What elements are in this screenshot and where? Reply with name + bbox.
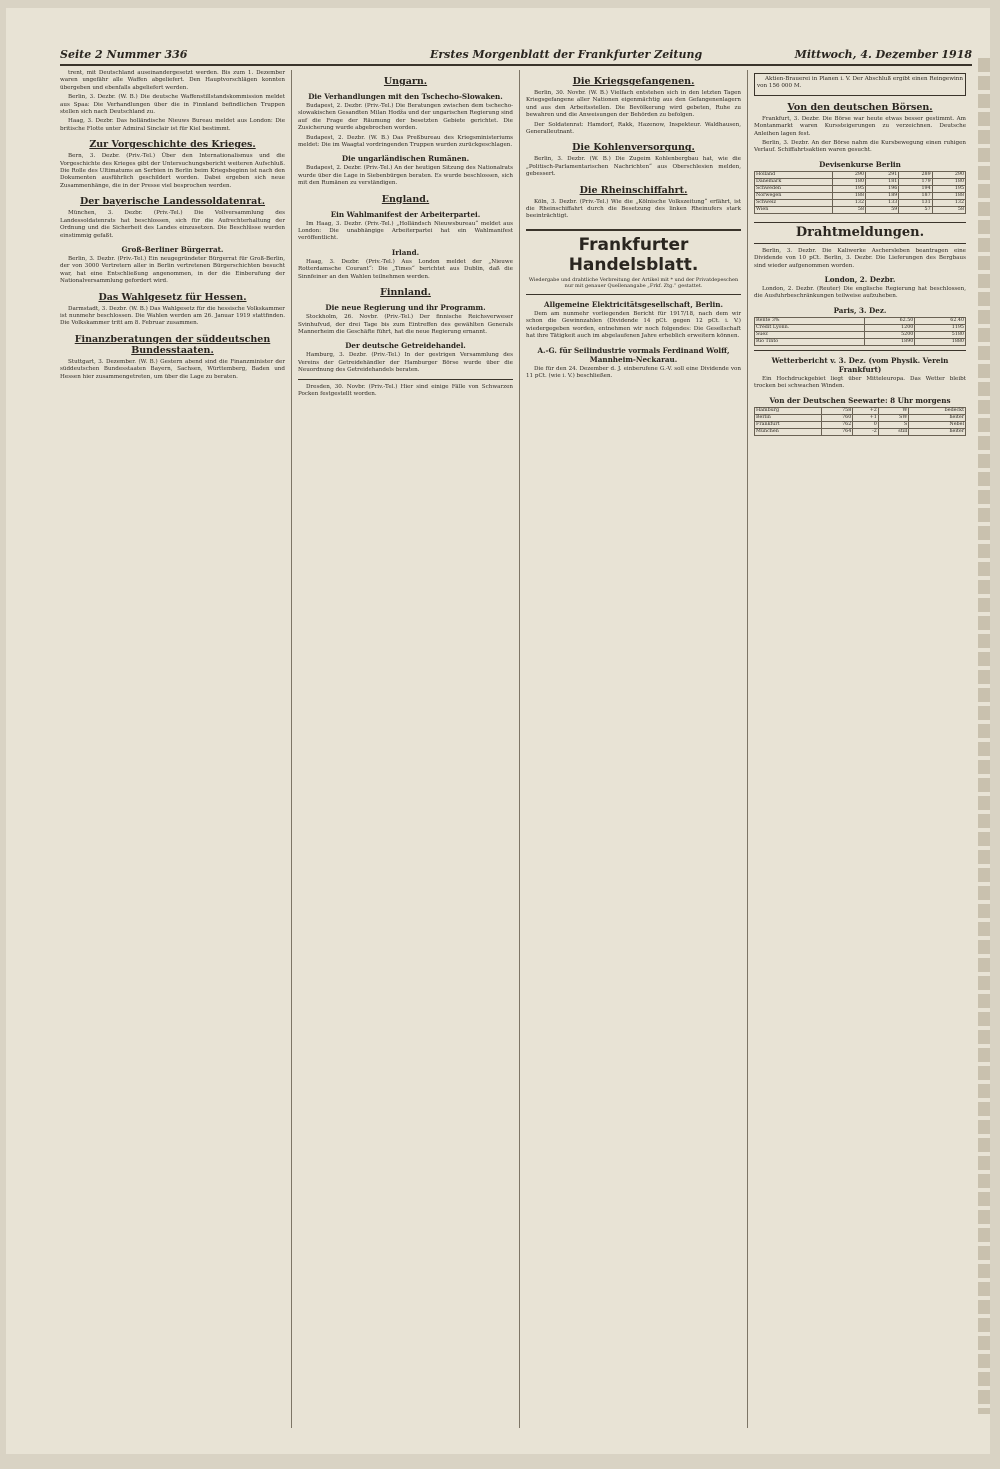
article-body: London, 2. Dezbr. (Reuter) Die englische Regierung hat beschlossen, die Ausfuhrbeschränkungen teilweise aufzuheben. [754, 286, 966, 300]
table-cell: 180 [832, 178, 865, 185]
table-cell: Norwegen [755, 192, 833, 199]
handelsblatt-title: Frankfurter Handelsblatt. [568, 234, 699, 275]
table-cell: 764 [822, 428, 853, 435]
headline-irland: Irland. [391, 247, 420, 257]
table-cell: 188 [932, 192, 965, 199]
table-row [755, 338, 966, 345]
headline-london: London, 2. Dezbr. [824, 275, 896, 285]
page-number: Seite 2 Nummer 336 [60, 48, 188, 61]
table-row [755, 192, 966, 199]
article-body: Die für den 24. Dezember d. J. einberufene G.-V. soll eine Dividende von 11 pCt. (wie i. V.) beschließen. [526, 365, 741, 379]
table-cell: 181 [866, 178, 899, 185]
table-cell: Dänemark [755, 178, 833, 185]
article-body: Ein Hochdruckgebiet liegt über Mitteleuropa. Das Wetter bleibt trocken bei schwachen Winden. [754, 375, 966, 390]
table-row [755, 185, 966, 192]
notice-text: Aktien-Brauerei in Planen i. V. Der Abschluß ergibt einen Reingewinn von 156 000 M. [757, 76, 963, 90]
adjacent-page-edge [978, 58, 990, 1414]
table-cell: SW [878, 414, 908, 421]
table-cell: 1880 [915, 338, 966, 345]
table-cell: 62.50 [864, 317, 915, 324]
table-cell: 5200 [864, 331, 915, 338]
table-row [755, 199, 966, 206]
headline-england: England. [381, 193, 430, 205]
table-cell: 131 [899, 199, 932, 206]
table-cell: heiter [909, 414, 966, 421]
headline-boersen: Von den deutschen Börsen. [787, 101, 933, 113]
table-cell: Berlin [755, 414, 822, 421]
headline-aeg: Allgemeine Elektricitätsgesellschaft, Berlin. [544, 299, 723, 309]
table-cell: Wien [755, 206, 833, 213]
table-cell: 0 [853, 421, 879, 428]
table-cell: 196 [866, 185, 899, 192]
article-body: Köln, 3. Dezbr. (Priv.-Tel.) Wie die „Kölnische Volkszeitung“ erfährt, ist die Rheinschiffahrt durch die Besetzung des linken Rheinufers stark beeinträchtigt. [526, 198, 741, 220]
table-cell: 289 [899, 171, 932, 178]
exchange-table [754, 171, 966, 214]
table-cell: 58 [932, 206, 965, 213]
table-cell: 762 [822, 421, 853, 428]
table-row [755, 407, 966, 414]
table-cell: 188 [832, 192, 865, 199]
table-cell: 179 [899, 178, 932, 185]
headline-rhein: Die Rheinschiffahrt. [579, 184, 688, 196]
table-cell: still [878, 428, 908, 435]
table-cell: 180 [932, 178, 965, 185]
column-4 [754, 70, 972, 1428]
table-cell: 290 [932, 171, 965, 178]
headline-buergerrat: Groß-Berliner Bürgerrat. [121, 244, 224, 254]
headline-vorgeschichte: Zur Vorgeschichte des Krieges. [89, 139, 256, 151]
table-cell: Schweiz [755, 199, 833, 206]
article-body: Hamburg, 3. Dezbr. (Priv.-Tel.) In der gestrigen Versammlung des Vereins der Getreidehändler der Hamburger Börse wurde über die Neuordnung des Getreidehandels beraten. [298, 352, 513, 374]
table-row [755, 171, 966, 178]
divider [298, 379, 513, 380]
article-body: Stockholm, 26. Novbr. (Priv.-Tel.) Der finnische Reichsverweser Svinhufvud, der drei Tage bis zum Eintreffen des gewählten Generals Mannerheim die Geschäfte führt, hat die neue Regierung ernannt. [298, 314, 513, 335]
table-cell: heiter [909, 428, 966, 435]
headline-tschecho: Die Verhandlungen mit den Tschecho-Slowaken. [308, 92, 503, 101]
table-cell: 132 [932, 199, 965, 206]
newspaper-page [6, 8, 990, 1454]
table-cell: 1200 [864, 324, 915, 331]
article-body: Dem am nunmehr vorliegenden Bericht für 1917/18, nach dem wir schon die Gewinnzahlen (Dividende 14 pCt. gegen 12 pCt. i. V.) wiedergegeben worden, entnehmen wir noch folgendes: Die Gesellschaft hat ihre Tätigkeit auch im abgelaufenen Jahre erheblich erweitern können. [526, 310, 741, 340]
weather-table [754, 407, 966, 436]
table-cell: Schweden [755, 185, 833, 192]
article-body: Im Haag, 3. Dezbr. (Priv.-Tel.) „Holländsch Nieuwsbureau“ meldet aus London: Die unabhängige Arbeiterpartei hat ein Wahlmanifest veröffentlicht. [298, 220, 513, 242]
news-item: Berlin, 3. Dezbr. (W. B.) Die deutsche Waffenstillstandskommission meldet aus Spaa: Die Verhandlungen über die in Finnland befindlichen Truppen stellen sich nach Deutschland zu. [60, 94, 285, 116]
table-cell: 1195 [915, 324, 966, 331]
headline-regierung: Die neue Regierung und ihr Programm. [325, 303, 486, 313]
headline-drahtmeldungen: Drahtmeldungen. [754, 222, 966, 244]
handelsblatt-banner [526, 229, 741, 295]
table-row [755, 317, 966, 324]
article-body: Berlin, 3. Dezbr. An der Börse nahm die Kursbewegung einen ruhigen Verlauf. Schiffahrtsaktien waren gesucht. [754, 140, 966, 154]
masthead [60, 48, 972, 66]
table-cell: 189 [866, 192, 899, 199]
column-3 [526, 70, 748, 1428]
column-2 [298, 70, 520, 1428]
notice-box [754, 73, 966, 96]
table-cell: 195 [932, 185, 965, 192]
table-cell: 62.40 [915, 317, 966, 324]
table-cell: Rente 3% [755, 317, 865, 324]
table-cell: 59 [866, 206, 899, 213]
headline-kriegsgefangenen: Die Kriegsgefangenen. [572, 76, 695, 87]
signature-line: Der Soldatenrat: Hamdorf, Rakk, Hazenow, Inspekteur. Waldhausen, Generalleutnant. [526, 121, 741, 136]
table-cell: W [878, 407, 908, 414]
newspaper-title: Erstes Morgenblatt der Frankfurter Zeitung [430, 48, 703, 61]
table-cell: 194 [899, 185, 932, 192]
issue-date: Mittwoch, 4. Dezember 1918 [794, 48, 972, 61]
headline-finanz: Finanzberatungen der süddeutschen Bundesstaaten. [74, 333, 271, 356]
table-cell: Frankfurt [755, 421, 822, 428]
table-cell: Holland [755, 171, 833, 178]
headline-seilindustrie: A.-G. für Seilindustrie vormals Ferdinand Wolff, Mannheim-Neckarau. [537, 345, 730, 364]
table-cell: München [755, 428, 822, 435]
article-body: Berlin, 3. Dezbr. Die Kaliwerke Aschersleben beantragen eine Dividende von 10 pCt. Berlin, 3. Dezbr. Die Lieferungen des Bergbaus sind wieder aufgenommen worden. [754, 247, 966, 269]
table-row [755, 178, 966, 185]
article-body: Berlin, 3. Dezbr. (Priv.-Tel.) Ein neugegründeter Bürgerrat für Groß-Berlin, der von 3000 Vertretern aller in Berlin vertretenen Bürgerschichten besucht war, hat eine Entschließung angenommen, in der die Einberufung der Nationalversammlung gefordert wird. [60, 255, 285, 285]
headline-wahlgesetz: Das Wahlgesetz für Hessen. [98, 291, 247, 303]
table-cell: Crédit Lyonn. [755, 324, 865, 331]
headline-ungarn: Ungarn. [383, 76, 428, 87]
table-cell: +2 [853, 407, 879, 414]
table-row [755, 324, 966, 331]
article-body: Berlin, 3. Dezbr. (W. B.) Die Zugeim Kohlenbergbau hat, wie die „Politisch-Parlamentarischen Nachrichten“ aus Oberschlesien melden, gebessert. [526, 156, 741, 178]
headline-seewarte: Von der Deutschen Seewarte: 8 Uhr morgens [769, 395, 951, 405]
headline-wahlmanifest: Ein Wahlmanifest der Arbeiterpartei. [330, 209, 481, 219]
table-cell: Rio Tinto [755, 338, 865, 345]
headline-landessoldatenrat: Der bayerische Landessoldatenrat. [79, 196, 266, 208]
article-body: Budapest, 2. Dezbr. (Priv.-Tel.) Die Beratungen zwischen dem tschecho-slowakischen Gesandten Milan Hodža und der ungarischen Regierung sind auf die Frage der Räumung der besetzten Gebiete gerichtet. Die Zusicherung wurde abgebrochen worden. [298, 103, 513, 132]
headline-rumaenen: Die ungarländischen Rumänen. [341, 154, 470, 164]
table-cell: Suez [755, 331, 865, 338]
table-row [755, 421, 966, 428]
headline-kohlen: Die Kohlenversorgung. [572, 142, 695, 154]
divider [754, 350, 966, 351]
headline-getreide: Der deutsche Getreidehandel. [345, 341, 466, 351]
article-body: München, 3. Dezbr. (Priv.-Tel.) Die Vollversammlung des Landessoldatenrats hat beschlossen, sich für die Aufrechterhaltung der Ordnung und die Sicherheit des Landes einzusetzen. Die Beschlüsse wurden einstimmig gefaßt. [60, 210, 285, 239]
article-body: Bern, 3. Dezbr. (Priv.-Tel.) Über den Internationalismus und die Vorgeschichte des Krieges gibt der Untersuchungsbericht weiteren Aufschluß. Die Rolle des Ultimatums an Serbien in Berlin beim Kriegsbeginn ist nach den Dokumenten ausführlich geschildert worden. Dabei ergeben sich neue Zusammenhänge, die in der Presse viel besprochen werden. [60, 153, 285, 189]
table-cell: 195 [832, 185, 865, 192]
table-cell: 132 [832, 199, 865, 206]
headline-devisen: Devisenkurse Berlin [819, 159, 901, 169]
table-cell: 1890 [864, 338, 915, 345]
column-1 [60, 70, 292, 1428]
article-intro: trent, mit Deutschland auseinandergesetzt werden. Bis zum 1. Dezember waren ungefähr alle Waffen abgeliefert. Den Hauptvorschlägen konnten übergeben und ebenfalls abgeliefert werden. [60, 70, 285, 91]
news-item: Haag, 3. Dezbr. Das holländische Nieuws Bureau meldet aus London: Die britische Flotte unter Admiral Sinclair ist für Kiel bestimmt. [60, 118, 285, 132]
table-cell: +1 [853, 414, 879, 421]
headline-wetter: Wetterbericht v. 3. Dez. (vom Physik. Verein Frankfurt) [771, 355, 949, 374]
table-cell: 291 [866, 171, 899, 178]
paris-table [754, 317, 966, 346]
table-cell: 5180 [915, 331, 966, 338]
headline-paris: Paris, 3. Dez. [833, 305, 887, 315]
table-cell: 290 [832, 171, 865, 178]
table-cell: S [878, 421, 908, 428]
article-body: Darmstadt, 3. Dezbr. (W. B.) Das Wahlgesetz für die hessische Volkskammer ist nunmehr beschlossen. Die Wahlen werden am 26. Januar 1919 stattfinden. Die Volkskammer tritt am 8. Februar zusammen. [60, 305, 285, 327]
headline-finnland: Finnland. [380, 287, 431, 299]
article-body: Stuttgart, 3. Dezember. (W. B.) Gestern abend sind die Finanzminister der süddeutschen Bundesstaaten Bayern, Sachsen, Württemberg, Baden und Hessen hier zusammengetreten, um über die Lage zu beraten. [60, 358, 285, 380]
article-body: Haag, 3. Dezbr. (Priv.-Tel.) Aus London meldet der „Nieuwe Rotterdamsche Courant“: Die „Times“ berichtet aus Dublin, daß die Sinnfeiner an den Wahlen teilnehmen werden. [298, 258, 513, 280]
table-cell: 58 [832, 206, 865, 213]
article-body: Berlin, 30. Novbr. (W. B.) Vielfach entstehen sich in den letzten Tagen Kriegsgefangene aller Nationen eigenmächtig aus den Gefangenenlagern und aus den Arbeitsstellen. Die Bevölkerung wird gebeten, Ruhe zu bewahren und die Anweisungen der Behörden zu befolgen. [526, 90, 741, 119]
table-cell: bedeckt [909, 407, 966, 414]
table-cell: 760 [822, 414, 853, 421]
table-cell: 758 [822, 407, 853, 414]
article-body: Dresden, 30. Novbr. (Priv.-Tel.) Hier sind einige Fälle von Schwarzen Pocken festgestellt worden. [298, 383, 513, 397]
table-cell: 187 [899, 192, 932, 199]
table-cell: 57 [899, 206, 932, 213]
table-row [755, 414, 966, 421]
table-row [755, 428, 966, 435]
article-body: Budapest, 2. Dezbr. (Priv.-Tel.) An der heutigen Sitzung des Nationalrats wurde über die Lage in Siebenbürgen beraten. Es wurde beschlossen, sich mit den Rumänen zu verständigen. [298, 165, 513, 187]
table-row [755, 206, 966, 213]
table-cell: Nebel [909, 421, 966, 428]
table-cell: 133 [866, 199, 899, 206]
article-body: Frankfurt, 3. Dezbr. Die Börse war heute etwas besser gestimmt. Am Montanmarkt waren Kurssteigerungen zu verzeichnen. Deutsche Anleihen lagen fest. [754, 115, 966, 137]
table-cell: -2 [853, 428, 879, 435]
handelsblatt-note: Wiedergabe und drahtliche Verbreitung der Artikel mit * und der Privatdepeschen nur mit genauer Quellenangabe „Frkf. Ztg.“ gestattet. [528, 276, 739, 289]
table-row [755, 331, 966, 338]
table-cell: Hamburg [755, 407, 822, 414]
article-body: Budapest, 2. Dezbr. (W. B.) Das Preßbureau des Kriegsministeriums meldet: Die im Waagtal vordringenden Truppen wurden zurückgeschlagen. [298, 134, 513, 149]
